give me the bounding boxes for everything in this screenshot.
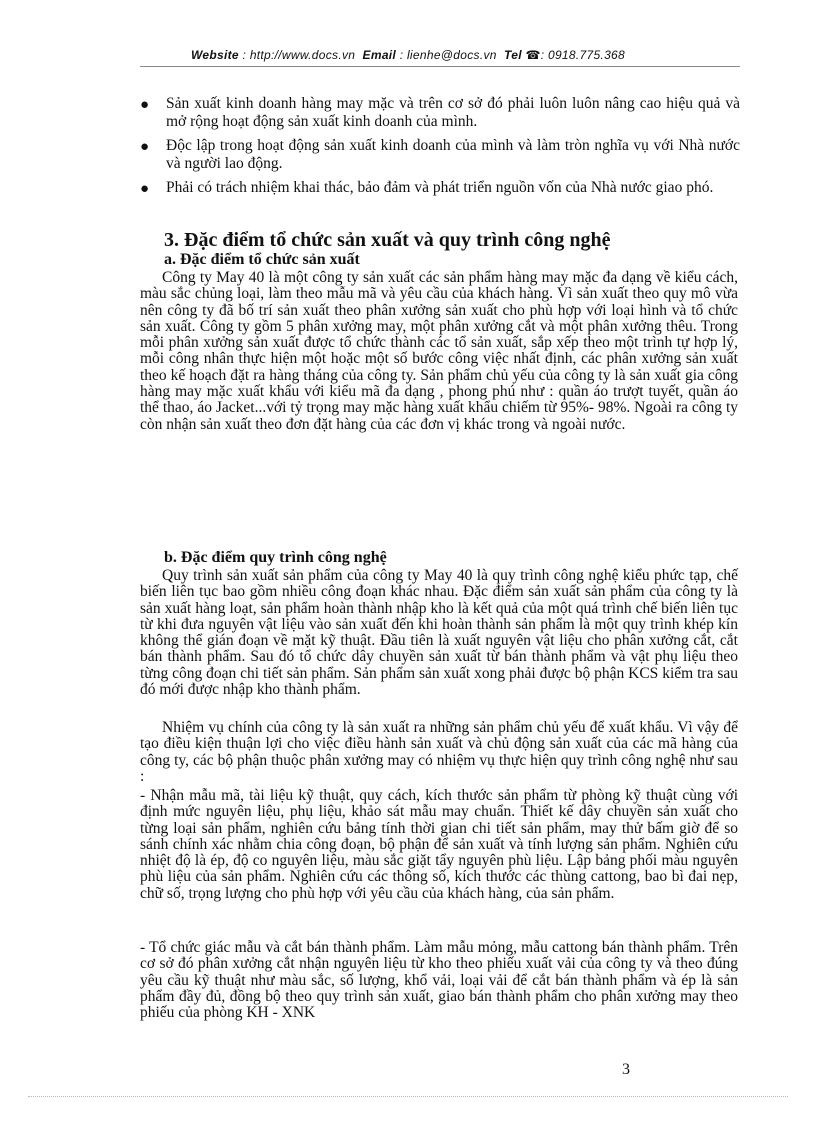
bullet-text: Độc lập trong hoạt động sản xuất kinh doanh của mình và làm tròn nghĩa vụ với Nhà nước và người lao động. <box>166 137 740 172</box>
section-title: 3. Đặc điểm tổ chức sản xuất và quy trình công nghệ <box>164 229 611 251</box>
tel-value: : 0918.775.368 <box>540 48 625 62</box>
subsection-b-paragraph-2: Nhiệm vụ chính của công ty là sản xuất ra những sản phẩm chủ yếu để xuất khẩu. Vì vậy để tạo điều kiện thuận lợi cho việc điều hành sản xuất và chủ động sản xuất của các mã hàng của công ty, các bộ phận thuộc phân xưởng may có nhiệm vụ thực hiện quy trình công nghệ như sau : <box>140 719 738 785</box>
website-label: Website <box>191 48 239 62</box>
bullet-text: Phải có trách nhiệm khai thác, bảo đảm và phát triển nguồn vốn của Nhà nước giao phó. <box>166 179 714 196</box>
list-item <box>140 179 740 197</box>
website-value[interactable]: : http://www.docs.vn <box>242 48 356 62</box>
subsection-b-paragraph-4: - Tổ chức giác mẫu và cắt bán thành phẩm. Làm mẫu mỏng, mẫu cattong bán thành phẩm. Trên cơ sở đó phân xưởng cắt nhận nguyên liệu từ kho theo phiếu xuất vải của công ty và theo đúng yêu cầu kỹ thuật như màu sắc, số lượng, khổ vải, loại vải để cắt bán thành phẩm và ép là sản phẩm đầy đủ, đồng bộ theo quy trình sản xuất, giao bán thành phẩm cho phân xưởng may theo phiếu của phòng KH - XNK <box>140 939 738 1022</box>
bullet-icon: ● <box>140 97 150 113</box>
bullet-icon: ● <box>140 181 150 197</box>
email-value[interactable]: : lienhe@docs.vn <box>399 48 497 62</box>
header-divider <box>140 66 740 67</box>
bullet-text: Sản xuất kinh doanh hàng may mặc và trên cơ sở đó phải luôn luôn nâng cao hiệu quả và mở rộng hoạt động sản xuất kinh doanh của mình. <box>166 95 740 130</box>
page-header <box>0 48 816 62</box>
subsection-b-title: b. Đặc điểm quy trình công nghệ <box>164 549 387 566</box>
subsection-a-title: a. Đặc điểm tổ chức sản xuất <box>164 251 360 268</box>
phone-icon: ☎ <box>525 48 541 62</box>
subsection-b-paragraph-3: - Nhận mẫu mã, tài liệu kỹ thuật, quy cách, kích thước sản phẩm từ phòng kỹ thuật cùng với định mức nguyên liệu, phụ liệu, khảo sát mẫu may chuẩn. Thiết kế dây chuyền sản xuất cho từng loại sản phẩm, nghiên cứu bảng tính thời gian chi tiết sản phẩm, may thử bấm giờ để so sánh chính xác nhằm chia công đoạn, bộ phận để sản xuất và tính lượng sản phẩm. Nghiên cứu nhiệt độ là ép, độ co nguyên liệu, màu sắc giặt tẩy nguyên phù liệu. Lập bảng phối màu nguyên phù liệu của sản phẩm. Nghiên cứu các thông số, kích thước các thùng cattong, bao bì đai nẹp, chữ số, trọng lượng cho phù hợp với yêu cầu của khách hàng, của sản phẩm. <box>140 787 738 902</box>
tel-label: Tel <box>504 48 522 62</box>
page-number: 3 <box>622 1061 630 1078</box>
subsection-a-paragraph: Công ty May 40 là một công ty sản xuất các sản phẩm hàng may mặc đa dạng về kiểu cách, màu sắc chủng loại, làm theo mẫu mã và yêu cầu của khách hàng. Vì sản xuất theo quy mô vừa nên công ty đã bố trí sản xuất theo phân xưởng sản xuất cho phù hợp với loại hình và tổ chức sản xuất. Công ty gồm 5 phân xưởng may, một phân xưởng cắt và một phân xưởng thêu. Trong mỗi phân xưởng sản xuất được tổ chức thành các tổ sản xuất, sắp xếp theo một trình tự hợp lý, mỗi công nhân thực hiện một hoặc một số bước công việc nhất định, các phân xưởng sản xuất theo kế hoạch đặt ra hàng tháng của công ty. Sản phẩm chủ yếu của công ty là sản xuất gia công hàng may mặc xuất khẩu với kiểu mã đa dạng , phong phú như : quần áo trượt tuyết, quần áo thể thao, áo Jacket...với tỷ trọng may mặc hàng xuất khẩu chiếm từ 95%- 98%. Ngoài ra công ty còn nhận sản xuất theo đơn đặt hàng của các đơn vị khác trong và ngoài nước. <box>140 269 738 433</box>
bullet-icon: ● <box>140 139 150 155</box>
duty-bullet-list <box>140 95 740 203</box>
list-item <box>140 137 740 173</box>
footer-divider <box>28 1096 788 1097</box>
email-label: Email <box>362 48 397 62</box>
list-item <box>140 95 740 131</box>
subsection-b-paragraph-1: Quy trình sản xuất sản phẩm của công ty May 40 là quy trình công nghệ kiểu phức tạp, chế biến liên tục bao gồm nhiều công đoạn khác nhau. Đặc điểm sản xuất sản phẩm của công ty là sản xuất hàng loạt, sản phẩm hoàn thành nhập kho là kết quả của một quá trình chế biến liên tục từ khi đưa nguyên vật liệu vào sản xuất đến khi hoàn thành sản phẩm là một quy trình khép kín không thể gián đoạn về mặt kỹ thuật. Đầu tiên là xuất nguyên vật liệu cho phân xưởng cắt, cắt bán thành phẩm. Sau đó tổ chức dây chuyền sản xuất từ bán thành phẩm và vật phụ liệu theo từng công đoạn chi tiết sản phẩm. Sản phẩm sản xuất xong phải được bộ phận KCS kiểm tra sau đó mới được nhập kho thành phẩm. <box>140 567 738 699</box>
